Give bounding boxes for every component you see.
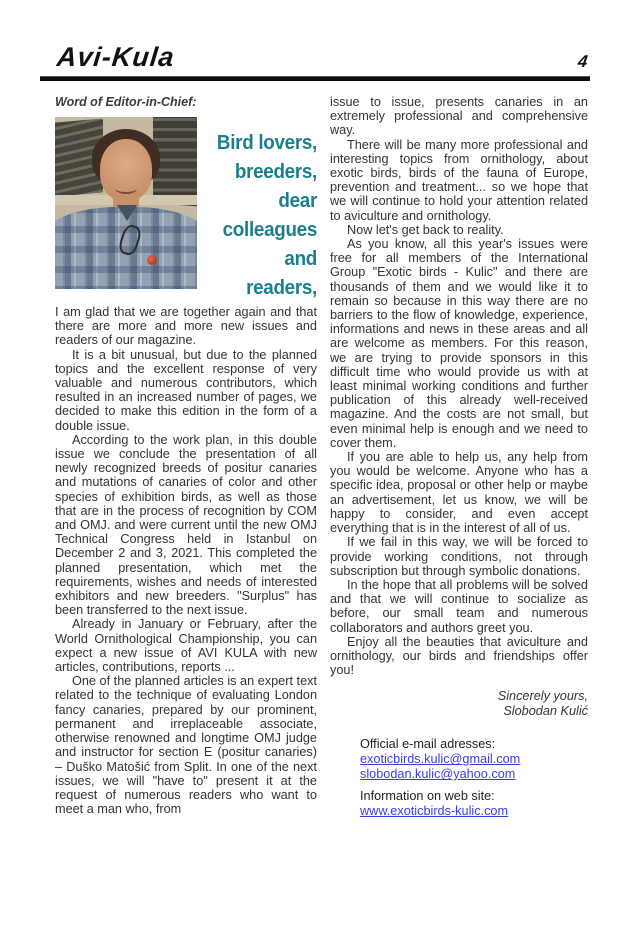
paragraph: issue to issue, presents canaries in an extremely professional and comprehensive way. (330, 95, 588, 138)
website-label: Information on web site: (360, 789, 495, 804)
paragraph: If we fail in this way, we will be forced to provide working conditions, not through subscription but through symbolic donations. (330, 535, 588, 578)
website-link[interactable]: www.exoticbirds-kulic.com (360, 804, 509, 819)
paragraph: One of the planned articles is an expert text related to the technique of evaluating London fancy canaries, prepared by our prominent, permanent and irreplaceable associate, otherwise renowned and longtime OMJ judge and instructor for section E (positur canaries) – Duško Matošić from Split. In one of the next issues, we will "have to" present it at the request of numerous readers who want to meet a man who, from (55, 674, 317, 817)
greeting-line: colleagues (222, 219, 317, 241)
page-number: 4 (576, 52, 589, 71)
paragraph: Already in January or February, after the World Ornithological Championship, you can expect a new issue of AVI KULA with new articles, contributions, reports ... (55, 617, 317, 675)
editor-photo (55, 117, 197, 289)
greeting-heading (214, 117, 317, 299)
signature-block (330, 689, 588, 719)
editor-label: Word of Editor-in-Chief: (55, 95, 197, 109)
email-link-gmail[interactable]: exoticbirds.kulic@gmail.com (360, 752, 521, 767)
greeting-line: and readers, (246, 248, 317, 299)
header-rule (40, 76, 590, 81)
paragraph: It is a bit unusual, but due to the planned topics and the excellent response of very valuable and numerous contributors, which resulted in an increased number of pages, we decided to make this edition in the form of a double issue. (55, 347, 317, 433)
right-column (330, 95, 588, 819)
signature-name: Slobodan Kulić (503, 704, 588, 719)
photo-smile (115, 183, 137, 194)
paragraph: According to the work plan, in this double issue we conclude the presentation of all newly recognized breeds of positur canaries and mutations of canaries of color and other species of exhibition birds, as well as those that are in the process of recognition by COM and OMJ. and were current until the new OMJ Technical Congress held in Istanbul on December 2 and 3, 2021. This completed the planned presentation, which met the requirements, wishes and needs of interested exhibitors and new breeders. "Surplus" has been transferred to the next issue. (55, 432, 317, 618)
greeting-line: Bird lovers, (216, 132, 317, 154)
paragraph: Now let's get back to reality. (347, 222, 504, 237)
paragraph: As you know, all this year's issues were free for all members of the International Group "Exotic birds - Kulic" and there are thousands of them and we would like it to remain so because in this way there are no barriers to the flow of knowledge, experience, informations and news in these areas and all are welcome as members. For this reason, we are trying to provide sponsors in this difficult time who would provide us with at least minimal working conditions and further publication of this already well-received magazine. And the costs are not small, but even minimal help is enough and we need to cover them. (330, 237, 588, 450)
signature-closing: Sincerely yours, (497, 689, 588, 704)
contact-block (360, 737, 588, 819)
paragraph: I am glad that we are together again and that there are more and more new issues and readers of our magazine. (55, 305, 317, 348)
email-link-yahoo[interactable]: slobodan.kulic@yahoo.com (360, 767, 516, 782)
paragraph: Enjoy all the beauties that aviculture and ornithology, our birds and friendships offer you! (330, 634, 588, 678)
photo-collar (117, 205, 137, 221)
greeting-line: breeders, (234, 161, 317, 183)
left-column (55, 95, 317, 816)
email-label: Official e-mail adresses: (360, 737, 496, 752)
greeting-line: dear (278, 190, 317, 212)
paragraph: If you are able to help us, any help from you would be welcome. Anyone who has a specific idea, proposal or other help or maybe an advertisement, let us know, we will be happy to consider, and even accept everything that is in the interest of all of us. (330, 450, 588, 536)
intro-row (55, 117, 317, 299)
photo-red-pin (147, 255, 157, 265)
magazine-title: Avi-Kula (55, 42, 177, 72)
paragraph: In the hope that all problems will be solved and that we will continue to socialize as before, our small team and numerous collaborators and authors greet you. (330, 577, 588, 635)
paragraph: There will be many more professional and interesting topics from ornithology, about exotic birds, birds of the fauna of Europe, prevention and treatment... so we hope that we will continue to hold your attention related to aviculture and ornithology. (330, 137, 588, 223)
